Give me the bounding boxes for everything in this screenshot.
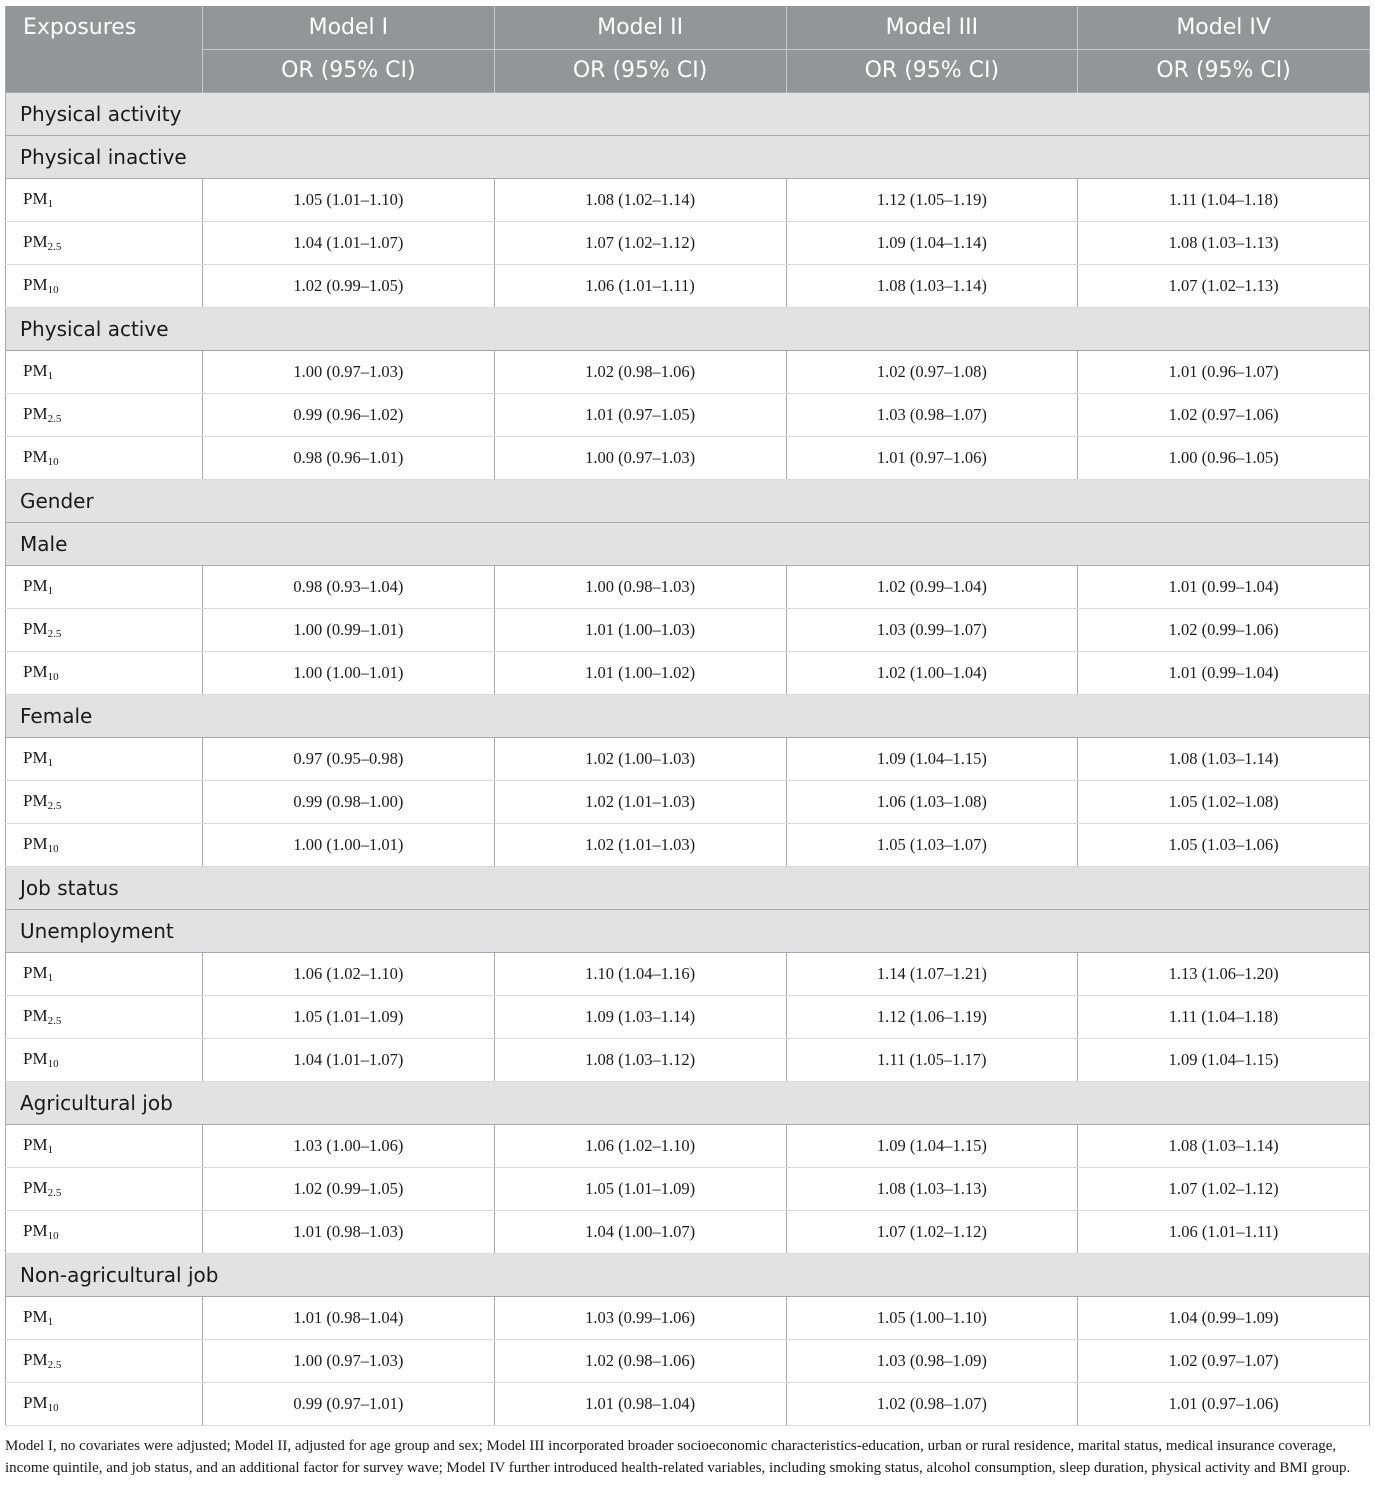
or-value-cell-model-1: 1.01 (0.98–1.03) — [203, 1210, 495, 1253]
table-row — [6, 350, 1370, 393]
exposure-cell — [6, 393, 203, 436]
exposure-pm: PM — [23, 1178, 48, 1197]
exposure-subscript: 10 — [47, 1230, 59, 1242]
exposure-cell — [6, 651, 203, 694]
table-row — [6, 995, 1370, 1038]
exposure-pm: PM — [23, 1221, 48, 1240]
or-value-cell-model-3: 1.05 (1.00–1.10) — [786, 1296, 1078, 1339]
or-value-cell-model-2: 1.02 (1.00–1.03) — [494, 737, 786, 780]
or-value-cell-model-1: 1.00 (0.99–1.01) — [203, 608, 495, 651]
exposure-cell — [6, 1124, 203, 1167]
section-label: Unemployment — [6, 909, 1370, 952]
or-value-cell-model-4: 1.01 (0.99–1.04) — [1078, 565, 1370, 608]
or-value-cell-model-3: 1.09 (1.04–1.15) — [786, 737, 1078, 780]
exposure-pm: PM — [23, 662, 48, 681]
exposure-subscript: 1 — [47, 1316, 54, 1328]
or-value-cell-model-3: 1.12 (1.05–1.19) — [786, 178, 1078, 221]
or-value-cell-model-1: 0.99 (0.98–1.00) — [203, 780, 495, 823]
or-value-cell-model-3: 1.02 (0.99–1.04) — [786, 565, 1078, 608]
or-value-cell-model-4: 1.06 (1.01–1.11) — [1078, 1210, 1370, 1253]
or-value-cell-model-1: 1.05 (1.01–1.10) — [203, 178, 495, 221]
or-value-cell-model-4: 1.11 (1.04–1.18) — [1078, 178, 1370, 221]
odds-ratio-table — [5, 6, 1370, 1426]
table-row — [6, 737, 1370, 780]
or-value-cell-model-4: 1.11 (1.04–1.18) — [1078, 995, 1370, 1038]
exposure-subscript: 2.5 — [47, 800, 62, 812]
exposure-pm: PM — [23, 404, 48, 423]
or-value-cell-model-1: 1.03 (1.00–1.06) — [203, 1124, 495, 1167]
results-table-container — [5, 6, 1369, 1479]
exposure-subscript: 10 — [47, 671, 59, 683]
or-value-cell-model-3: 1.03 (0.98–1.09) — [786, 1339, 1078, 1382]
or-value-cell-model-3: 1.11 (1.05–1.17) — [786, 1038, 1078, 1081]
table-row — [6, 1210, 1370, 1253]
exposure-cell — [6, 436, 203, 479]
exposure-subscript: 1 — [47, 585, 54, 597]
or-value-cell-model-4: 1.08 (1.03–1.14) — [1078, 1124, 1370, 1167]
table-row — [6, 221, 1370, 264]
or-value-cell-model-2: 1.02 (1.01–1.03) — [494, 823, 786, 866]
exposure-pm: PM — [23, 1049, 48, 1068]
table-body — [6, 92, 1370, 1425]
or-value-cell-model-4: 1.04 (0.99–1.09) — [1078, 1296, 1370, 1339]
section-row — [6, 1253, 1370, 1296]
or-value-cell-model-2: 1.09 (1.03–1.14) — [494, 995, 786, 1038]
exposure-pm: PM — [23, 834, 48, 853]
exposure-pm: PM — [23, 1006, 48, 1025]
or-value-cell-model-2: 1.01 (1.00–1.02) — [494, 651, 786, 694]
or-value-cell-model-4: 1.08 (1.03–1.14) — [1078, 737, 1370, 780]
exposure-subscript: 2.5 — [47, 628, 62, 640]
or-value-cell-model-3: 1.05 (1.03–1.07) — [786, 823, 1078, 866]
table-row — [6, 436, 1370, 479]
or-value-cell-model-2: 1.01 (1.00–1.03) — [494, 608, 786, 651]
exposure-subscript: 2.5 — [47, 1015, 62, 1027]
or-value-cell-model-4: 1.02 (0.97–1.07) — [1078, 1339, 1370, 1382]
table-row — [6, 178, 1370, 221]
or-value-cell-model-1: 0.98 (0.93–1.04) — [203, 565, 495, 608]
or-value-cell-model-1: 1.00 (0.97–1.03) — [203, 1339, 495, 1382]
or-value-cell-model-3: 1.01 (0.97–1.06) — [786, 436, 1078, 479]
or-value-cell-model-4: 1.13 (1.06–1.20) — [1078, 952, 1370, 995]
or-value-cell-model-3: 1.09 (1.04–1.15) — [786, 1124, 1078, 1167]
or-value-cell-model-1: 1.01 (0.98–1.04) — [203, 1296, 495, 1339]
or-value-cell-model-3: 1.12 (1.06–1.19) — [786, 995, 1078, 1038]
or-value-cell-model-3: 1.06 (1.03–1.08) — [786, 780, 1078, 823]
section-row — [6, 479, 1370, 522]
exposure-cell — [6, 1038, 203, 1081]
exposure-pm: PM — [23, 963, 48, 982]
header-model-3: Model III — [786, 6, 1078, 49]
exposure-cell — [6, 1210, 203, 1253]
table-row — [6, 1167, 1370, 1210]
or-value-cell-model-3: 1.08 (1.03–1.13) — [786, 1167, 1078, 1210]
section-label: Job status — [6, 866, 1370, 909]
or-value-cell-model-1: 1.00 (0.97–1.03) — [203, 350, 495, 393]
or-value-cell-model-3: 1.09 (1.04–1.14) — [786, 221, 1078, 264]
or-value-cell-model-1: 0.99 (0.97–1.01) — [203, 1382, 495, 1425]
header-model-1: Model I — [203, 6, 495, 49]
exposure-pm: PM — [23, 232, 48, 251]
or-value-cell-model-3: 1.03 (0.98–1.07) — [786, 393, 1078, 436]
table-row — [6, 1382, 1370, 1425]
or-value-cell-model-2: 1.08 (1.03–1.12) — [494, 1038, 786, 1081]
table-row — [6, 1339, 1370, 1382]
exposure-cell — [6, 608, 203, 651]
exposure-pm: PM — [23, 189, 48, 208]
or-value-cell-model-1: 1.02 (0.99–1.05) — [203, 1167, 495, 1210]
table-row — [6, 823, 1370, 866]
or-value-cell-model-2: 1.03 (0.99–1.06) — [494, 1296, 786, 1339]
section-row — [6, 866, 1370, 909]
exposure-pm: PM — [23, 447, 48, 466]
section-row — [6, 1081, 1370, 1124]
or-value-cell-model-1: 1.05 (1.01–1.09) — [203, 995, 495, 1038]
table-header — [6, 6, 1370, 92]
or-value-cell-model-3: 1.08 (1.03–1.14) — [786, 264, 1078, 307]
or-value-cell-model-2: 1.05 (1.01–1.09) — [494, 1167, 786, 1210]
or-value-cell-model-2: 1.08 (1.02–1.14) — [494, 178, 786, 221]
exposure-subscript: 1 — [47, 198, 54, 210]
table-row — [6, 1296, 1370, 1339]
or-value-cell-model-1: 0.99 (0.96–1.02) — [203, 393, 495, 436]
or-value-cell-model-2: 1.02 (0.98–1.06) — [494, 1339, 786, 1382]
section-label: Female — [6, 694, 1370, 737]
table-row — [6, 952, 1370, 995]
exposure-subscript: 2.5 — [47, 413, 62, 425]
exposure-cell — [6, 995, 203, 1038]
or-value-cell-model-2: 1.02 (1.01–1.03) — [494, 780, 786, 823]
or-value-cell-model-4: 1.08 (1.03–1.13) — [1078, 221, 1370, 264]
exposure-subscript: 1 — [47, 370, 54, 382]
or-value-cell-model-4: 1.05 (1.03–1.06) — [1078, 823, 1370, 866]
exposure-subscript: 10 — [47, 1402, 59, 1414]
section-row — [6, 92, 1370, 135]
or-value-cell-model-3: 1.07 (1.02–1.12) — [786, 1210, 1078, 1253]
header-ci-3: OR (95% CI) — [786, 49, 1078, 92]
or-value-cell-model-4: 1.09 (1.04–1.15) — [1078, 1038, 1370, 1081]
or-value-cell-model-3: 1.02 (0.97–1.08) — [786, 350, 1078, 393]
exposure-cell — [6, 264, 203, 307]
table-footnote: Model I, no covariates were adjusted; Model II, adjusted for age group and sex; Model III incorporated broader socioeconomic characteristics-education, urban or rural residence, marital status, medical insurance coverage, income quintile, and job status, and an additional factor for survey wave; Model IV further introduced health-related variables, including smoking status, alcohol consumption, sleep duration, physical activity and BMI group. — [5, 1437, 1351, 1476]
or-value-cell-model-2: 1.06 (1.01–1.11) — [494, 264, 786, 307]
or-value-cell-model-4: 1.01 (0.99–1.04) — [1078, 651, 1370, 694]
or-value-cell-model-1: 1.02 (0.99–1.05) — [203, 264, 495, 307]
or-value-cell-model-1: 1.06 (1.02–1.10) — [203, 952, 495, 995]
exposure-subscript: 10 — [47, 284, 59, 296]
exposure-pm: PM — [23, 576, 48, 595]
exposure-cell — [6, 1167, 203, 1210]
exposure-cell — [6, 952, 203, 995]
exposure-pm: PM — [23, 748, 48, 767]
or-value-cell-model-2: 1.10 (1.04–1.16) — [494, 952, 786, 995]
exposure-pm: PM — [23, 1350, 48, 1369]
or-value-cell-model-1: 1.00 (1.00–1.01) — [203, 651, 495, 694]
exposure-pm: PM — [23, 1393, 48, 1412]
exposure-cell — [6, 737, 203, 780]
exposure-cell — [6, 1382, 203, 1425]
header-exposures: Exposures — [6, 6, 203, 92]
section-row — [6, 522, 1370, 565]
exposure-pm: PM — [23, 361, 48, 380]
section-label: Physical active — [6, 307, 1370, 350]
exposure-cell — [6, 565, 203, 608]
table-row — [6, 1038, 1370, 1081]
table-row — [6, 393, 1370, 436]
exposure-pm: PM — [23, 619, 48, 638]
or-value-cell-model-4: 1.05 (1.02–1.08) — [1078, 780, 1370, 823]
table-row — [6, 1124, 1370, 1167]
header-ci-4: OR (95% CI) — [1078, 49, 1370, 92]
exposure-cell — [6, 350, 203, 393]
exposure-subscript: 10 — [47, 843, 59, 855]
or-value-cell-model-4: 1.07 (1.02–1.12) — [1078, 1167, 1370, 1210]
exposure-cell — [6, 1339, 203, 1382]
exposure-cell — [6, 1296, 203, 1339]
or-value-cell-model-1: 1.04 (1.01–1.07) — [203, 221, 495, 264]
exposure-subscript: 2.5 — [47, 241, 62, 253]
section-row — [6, 909, 1370, 952]
or-value-cell-model-4: 1.01 (0.97–1.06) — [1078, 1382, 1370, 1425]
or-value-cell-model-2: 1.00 (0.97–1.03) — [494, 436, 786, 479]
section-label: Non-agricultural job — [6, 1253, 1370, 1296]
or-value-cell-model-1: 1.04 (1.01–1.07) — [203, 1038, 495, 1081]
section-label: Physical inactive — [6, 135, 1370, 178]
or-value-cell-model-4: 1.00 (0.96–1.05) — [1078, 436, 1370, 479]
or-value-cell-model-2: 1.06 (1.02–1.10) — [494, 1124, 786, 1167]
section-row — [6, 694, 1370, 737]
section-row — [6, 135, 1370, 178]
or-value-cell-model-2: 1.01 (0.98–1.04) — [494, 1382, 786, 1425]
section-label: Gender — [6, 479, 1370, 522]
exposure-pm: PM — [23, 1135, 48, 1154]
exposure-subscript: 1 — [47, 972, 54, 984]
table-row — [6, 264, 1370, 307]
header-model-2: Model II — [494, 6, 786, 49]
or-value-cell-model-2: 1.07 (1.02–1.12) — [494, 221, 786, 264]
or-value-cell-model-1: 1.00 (1.00–1.01) — [203, 823, 495, 866]
or-value-cell-model-2: 1.00 (0.98–1.03) — [494, 565, 786, 608]
or-value-cell-model-2: 1.01 (0.97–1.05) — [494, 393, 786, 436]
or-value-cell-model-1: 0.97 (0.95–0.98) — [203, 737, 495, 780]
section-label: Agricultural job — [6, 1081, 1370, 1124]
or-value-cell-model-3: 1.14 (1.07–1.21) — [786, 952, 1078, 995]
or-value-cell-model-4: 1.02 (0.97–1.06) — [1078, 393, 1370, 436]
header-ci-1: OR (95% CI) — [203, 49, 495, 92]
section-row — [6, 307, 1370, 350]
or-value-cell-model-4: 1.02 (0.99–1.06) — [1078, 608, 1370, 651]
exposure-subscript: 2.5 — [47, 1187, 62, 1199]
exposure-subscript: 1 — [47, 1144, 54, 1156]
or-value-cell-model-4: 1.01 (0.96–1.07) — [1078, 350, 1370, 393]
or-value-cell-model-2: 1.02 (0.98–1.06) — [494, 350, 786, 393]
header-model-4: Model IV — [1078, 6, 1370, 49]
exposure-cell — [6, 221, 203, 264]
table-row — [6, 565, 1370, 608]
or-value-cell-model-4: 1.07 (1.02–1.13) — [1078, 264, 1370, 307]
exposure-cell — [6, 823, 203, 866]
or-value-cell-model-3: 1.03 (0.99–1.07) — [786, 608, 1078, 651]
section-label: Physical activity — [6, 92, 1370, 135]
or-value-cell-model-1: 0.98 (0.96–1.01) — [203, 436, 495, 479]
table-row — [6, 780, 1370, 823]
table-row — [6, 608, 1370, 651]
exposure-subscript: 10 — [47, 1058, 59, 1070]
exposure-cell — [6, 780, 203, 823]
exposure-pm: PM — [23, 275, 48, 294]
header-ci-2: OR (95% CI) — [494, 49, 786, 92]
table-row — [6, 651, 1370, 694]
exposure-pm: PM — [23, 791, 48, 810]
or-value-cell-model-3: 1.02 (0.98–1.07) — [786, 1382, 1078, 1425]
or-value-cell-model-2: 1.04 (1.00–1.07) — [494, 1210, 786, 1253]
exposure-cell — [6, 178, 203, 221]
exposure-pm: PM — [23, 1307, 48, 1326]
section-label: Male — [6, 522, 1370, 565]
exposure-subscript: 10 — [47, 456, 59, 468]
exposure-subscript: 1 — [47, 757, 54, 769]
or-value-cell-model-3: 1.02 (1.00–1.04) — [786, 651, 1078, 694]
exposure-subscript: 2.5 — [47, 1359, 62, 1371]
